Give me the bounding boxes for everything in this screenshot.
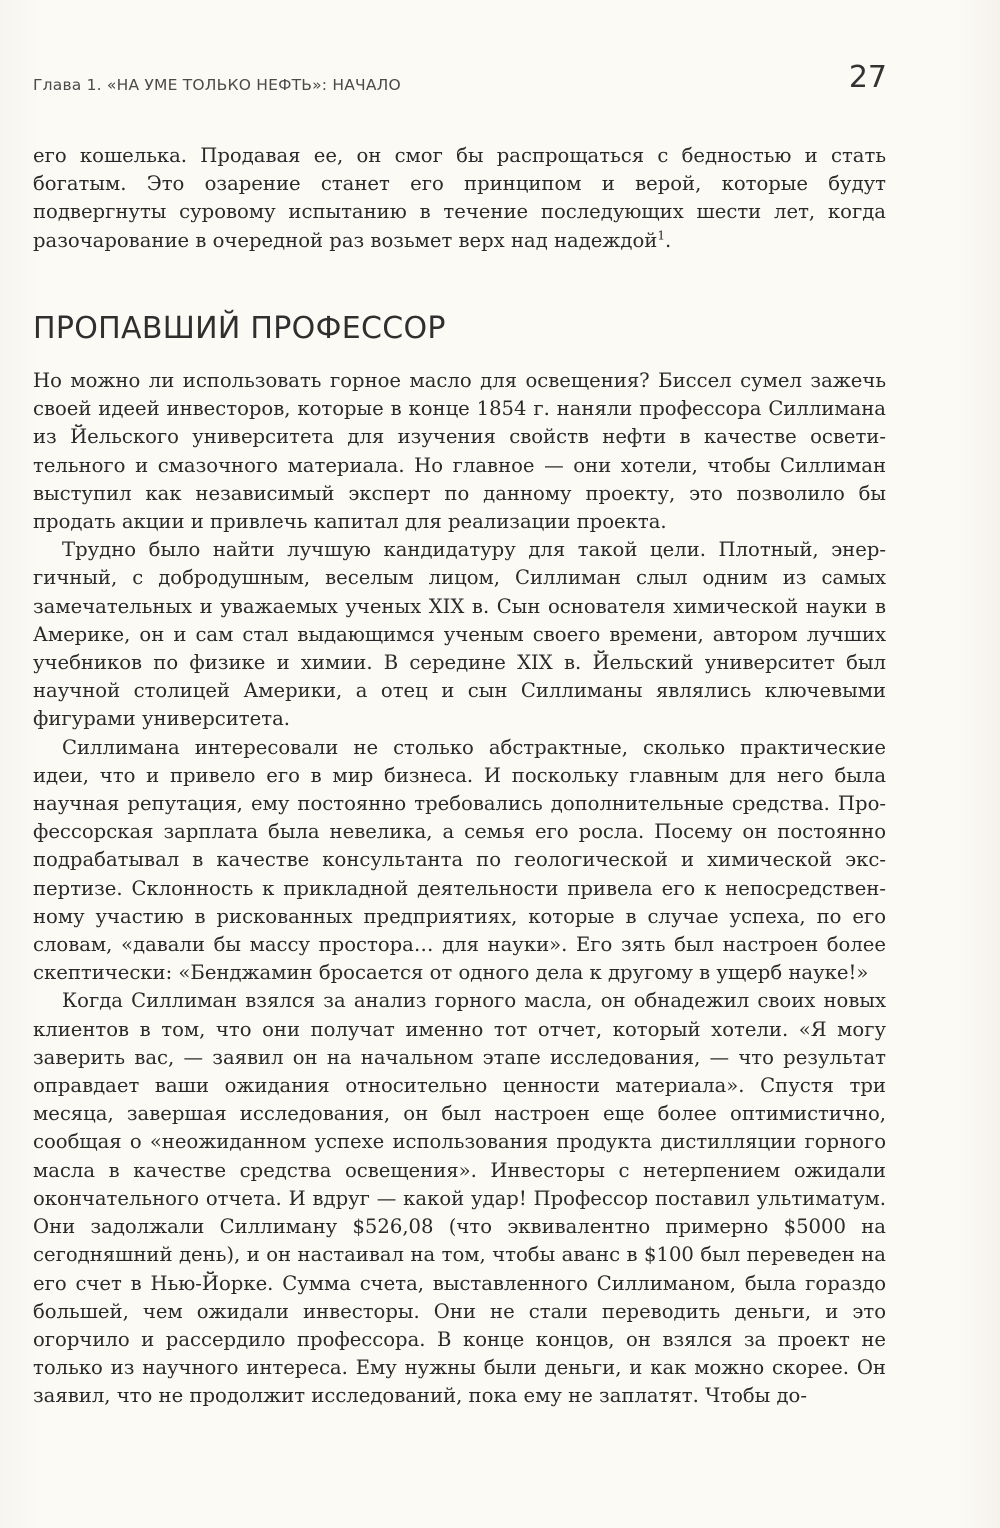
- section-body: [33, 367, 886, 1411]
- footnote-marker[interactable]: 1: [657, 228, 665, 243]
- running-head: Глава 1. «НА УМЕ ТОЛЬКО НЕФТЬ»: НАЧАЛО: [33, 76, 401, 94]
- intro-paragraph: [33, 142, 886, 255]
- paragraph: Трудно было найти лучшую кандидатуру для такой цели. Плотный, энергичный, с добродушным, веселым лицом, Силлиман слыл одним из самых замечательных и уважаемых ученых XIX в. Сын основателя химической науки в Америке, он и сам стал выдающимся ученым своего времени, автором лучших учебников по физике и химии. В середине XIX в. Йельский университет был научной столицей Америки, а отец и сын Силлиманы являлись ключевыми фигурами университета.: [33, 538, 886, 731]
- section-title: ПРОПАВШИЙ ПРОФЕССОР: [33, 311, 446, 346]
- paragraph: Но можно ли использовать горное масло для освещения? Биссел сумел зажечь своей идеей инвесторов, которые в конце 1854 г. наняли профессора Силлимана из Йельского университета для изучения свойств нефти в качестве осветительного и смазочного материала. Но главное — они хотели, чтобы Силлиман выступил как независимый эксперт по данному проекту, это позволило бы продать акции и привлечь капитал для реализации проекта.: [33, 369, 886, 534]
- page-number: 27: [848, 60, 887, 95]
- paragraph: Когда Силлиман взялся за анализ горного масла, он обнадежил своих новых клиентов в том, что они получат именно тот отчет, который хотели. «Я могу заверить вас, — заявил он на начальном этапе исследования, — что результат оправдает ваши ожидания относительно ценности материала». Спустя три месяца, завершая исследования, он был настроен еще более оптимистично, сообщая о «неожиданном успехе использования продукта дистилляции горного масла в качестве средства освещения». Инвесторы с нетерпением ожидали окончательного отчета. И вдруг — какой удар! Профессор поставил ультиматум. Они задолжали Силлиману $526,08 (что эквивалентно примерно $5000 на сегодняшний день), и он настаивал на том, чтобы аванс в $100 был переведен на его счет в Нью-Йорке. Сумма счета, выставленного Силлиманом, была гораздо большей, чем ожидали инвесторы. Они не стали переводить деньги, и это огорчило и рассердило профессора. В конце концов, он взялся за проект не только из научного интереса. Ему нужны были деньги, и как можно скорее. Он заявил, что не продолжит исследований, пока ему не заплатят. Чтобы до-: [33, 989, 886, 1408]
- intro-text: его кошелька. Продавая ее, он смог бы распрощаться с бедностью и стать богатым. Это озарение станет его принципом и верой, которые будут подвергнуты суровому испытанию в течение последующих шести лет, когда разочарование в очередной раз возьмет верх над надеждой: [33, 144, 886, 252]
- intro-tail: .: [664, 228, 672, 252]
- paragraph: Силлимана интересовали не столько абстрактные, сколько практические идеи, что и привело его в мир бизнеса. И поскольку главным для него была научная репутация, ему постоянно требовались дополнительные средства. Профессорская зарплата была невелика, а семья его росла. Посему он постоянно подрабатывал в качестве консультанта по геологической и химической экспертизе. Склонность к прикладной деятельности привела его к непосредственному участию в рискованных предприятиях, которые в случае успеха, по его словам, «давали бы массу простора… для науки». Его зять был настроен более скептически: «Бенджамин бросается от одного дела к другому в ущерб науке!»: [33, 735, 886, 985]
